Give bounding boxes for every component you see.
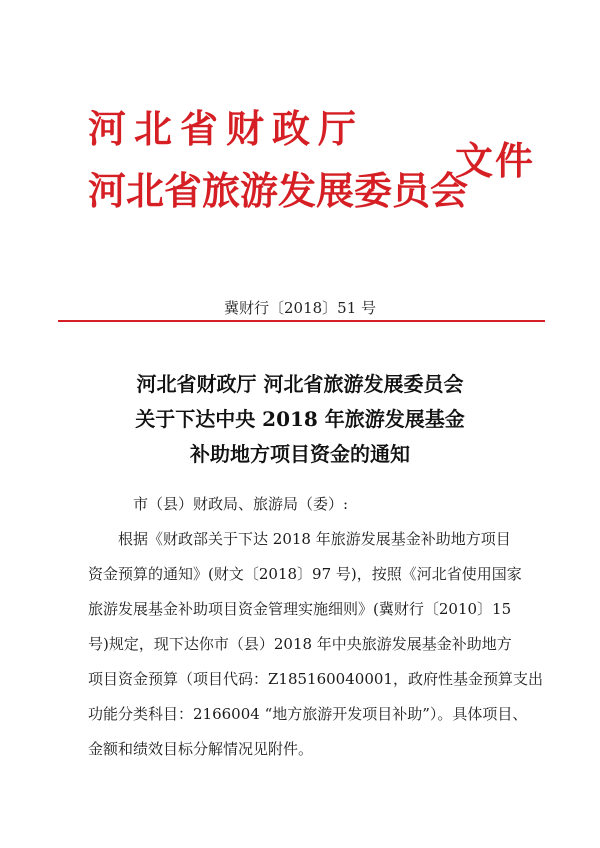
document-title-line-3: 补助地方项目资金的通知: [190, 442, 410, 466]
body-line: 金额和绩效目标分解情况见附件。: [88, 740, 314, 758]
issuing-authority-tourism: 河北省旅游发展委员会: [88, 168, 469, 213]
body-line: 功能分类科目：2166004 “地方旅游开发项目补助”）。具体项目、: [88, 705, 528, 723]
red-separator-line: [58, 320, 545, 322]
body-line: 资金预算的通知》(财文〔2018〕97 号)，按照《河北省使用国家: [88, 565, 522, 583]
document-title-line-1: 河北省财政厅 河北省旅游发展委员会: [136, 372, 464, 396]
salutation: 市（县）财政局、旅游局（委）:: [133, 495, 349, 513]
body-line: 项目资金预算（项目代码：Z185160040001，政府性基金预算支出: [88, 670, 543, 688]
issuing-authority-finance: 河北省财政厅: [88, 106, 365, 151]
document-type-label: 文件: [455, 138, 536, 183]
body-line: 号)规定，现下达你市（县）2018 年中央旅游发展基金补助地方: [88, 635, 512, 653]
body-line: 根据《财政部关于下达 2018 年旅游发展基金补助地方项目: [118, 530, 511, 548]
body-line: 旅游发展基金补助项目资金管理实施细则》(冀财行〔2010〕15: [88, 600, 512, 618]
document-title-line-2: 关于下达中央 2018 年旅游发展基金: [135, 407, 465, 431]
document-number: 冀财行〔2018〕51 号: [223, 299, 377, 317]
